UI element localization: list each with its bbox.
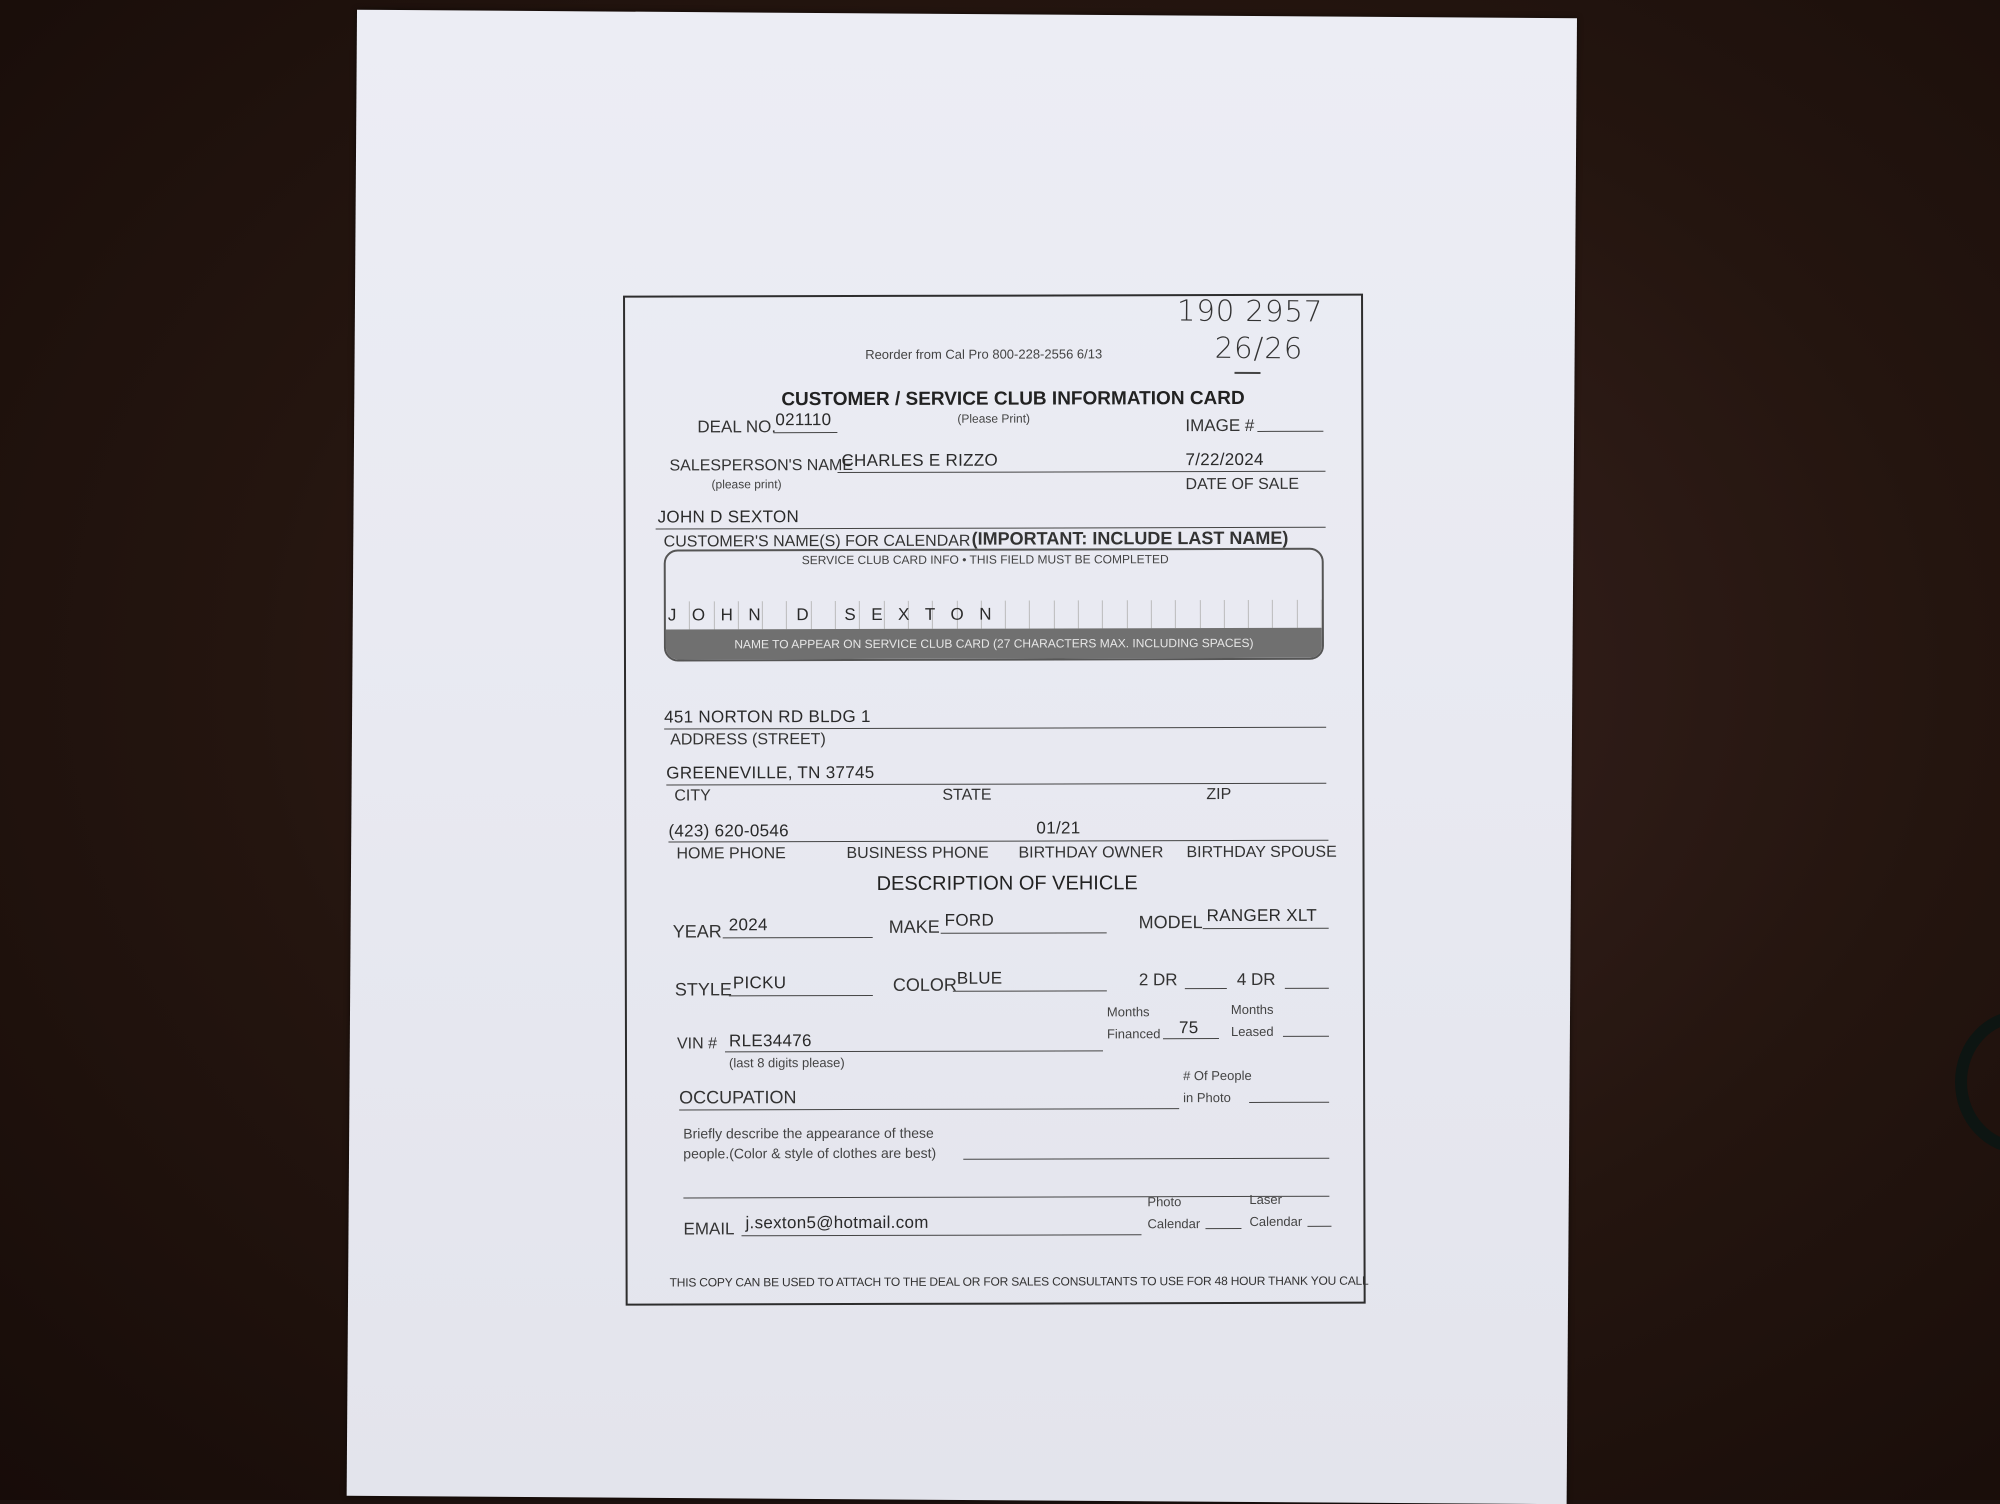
vin-value: RLE34476: [728, 1031, 812, 1051]
year-label: YEAR: [672, 921, 722, 942]
photo-calendar-label-bottom: Calendar: [1147, 1216, 1201, 1232]
months-financed-label-bottom: Financed: [1106, 1026, 1161, 1042]
style-value: PICKU: [732, 973, 787, 993]
reorder-note: Reorder from Cal Pro 800-228-2556 6/13: [865, 346, 1103, 362]
two-door-label: 2 DR: [1138, 970, 1178, 990]
deal-number-label: DEAL NO.: [697, 417, 777, 437]
service-club-name-box: [664, 548, 1324, 662]
birthday-owner-value: 01/21: [1036, 818, 1081, 838]
laser-calendar-label-top: Laser: [1249, 1191, 1282, 1207]
email-line: [741, 1234, 1141, 1236]
four-door-label: 4 DR: [1236, 969, 1276, 990]
months-financed-label-top: Months: [1106, 1004, 1150, 1020]
model-line: [1203, 928, 1329, 929]
handwritten-count: 26/26: [1214, 330, 1304, 366]
sale-date-label: DATE OF SALE: [1185, 475, 1300, 494]
salesperson-label: SALESPERSON'S NAME: [669, 457, 854, 475]
please-print-note: (Please Print): [957, 411, 1031, 426]
club-name-value: JOHN D SEXTON: [667, 604, 1007, 625]
home-phone-value: (423) 620-0546: [668, 821, 789, 841]
people-in-photo-line: [1249, 1102, 1329, 1103]
address-value: 451 NORTON RD BLDG 1: [664, 706, 871, 727]
city-label: CITY: [674, 787, 711, 805]
deal-number-line: [773, 432, 837, 433]
city-value: GREENEVILLE, TN 37745: [666, 762, 875, 783]
two-door-line: [1185, 988, 1227, 989]
salesperson-line: [837, 471, 1325, 473]
describe-line2: [683, 1196, 1329, 1199]
people-in-photo-label-top: # Of People: [1183, 1067, 1252, 1084]
vin-line: [725, 1050, 1103, 1052]
year-value: 2024: [728, 915, 768, 935]
email-value: j.sexton5@hotmail.com: [745, 1212, 929, 1233]
style-line: [729, 995, 873, 996]
paper-sheet: [347, 10, 1577, 1504]
vehicle-heading: DESCRIPTION OF VEHICLE: [876, 872, 1138, 895]
laser-calendar-line: [1307, 1226, 1331, 1227]
salesperson-value: CHARLES E RIZZO: [841, 450, 999, 471]
card-title: CUSTOMER / SERVICE CLUB INFORMATION CARD: [781, 387, 1245, 411]
make-label: MAKE: [888, 916, 940, 937]
year-line: [723, 937, 873, 938]
color-label: COLOR: [892, 974, 957, 995]
model-label: MODEL: [1138, 912, 1203, 933]
occupation-line: [679, 1108, 1179, 1110]
calendar-important-note: (IMPORTANT: INCLUDE LAST NAME): [971, 527, 1289, 549]
make-value: FORD: [944, 910, 995, 930]
sale-date-value: 7/22/2024: [1185, 449, 1264, 470]
vin-sub-label: (last 8 digits please): [729, 1055, 845, 1071]
months-leased-label-bottom: Leased: [1230, 1023, 1274, 1040]
color-value: BLUE: [956, 968, 1003, 988]
model-value: RANGER XLT: [1206, 905, 1318, 926]
card-footer: THIS COPY CAN BE USED TO ATTACH TO THE DEAL OR FOR SALES CONSULTANTS TO USE FOR 48 HOUR THANK YOU CALL: [669, 1273, 1369, 1290]
occupation-label: OCCUPATION: [679, 1087, 797, 1108]
deal-number-value: 021110: [775, 410, 832, 430]
club-info-label: SERVICE CLUB CARD INFO • THIS FIELD MUST BE COMPLETED: [801, 552, 1169, 568]
photo-calendar-label-top: Photo: [1147, 1194, 1182, 1210]
months-leased-line: [1283, 1036, 1329, 1037]
home-phone-label: HOME PHONE: [676, 845, 786, 863]
service-club-card: [623, 294, 1369, 1306]
describe-line1: [963, 1158, 1329, 1160]
laser-calendar-label-bottom: Calendar: [1249, 1213, 1303, 1229]
address-label: ADDRESS (STREET): [670, 731, 826, 749]
birthday-owner-label: BIRTHDAY OWNER: [1018, 844, 1164, 862]
people-in-photo-label-bottom: in Photo: [1183, 1090, 1231, 1106]
image-number-line: [1257, 431, 1323, 432]
color-line: [953, 990, 1107, 991]
photo-calendar-line: [1205, 1228, 1241, 1229]
vin-label: VIN #: [676, 1035, 718, 1053]
birthday-spouse-label: BIRTHDAY SPOUSE: [1186, 843, 1337, 862]
club-name-band: NAME TO APPEAR ON SERVICE CLUB CARD (27 CHARACTERS MAX. INCLUDING SPACES): [666, 628, 1322, 660]
handwritten-number: 190 2957: [1176, 293, 1324, 329]
four-door-line: [1285, 988, 1329, 989]
make-line: [941, 932, 1107, 933]
business-phone-label: BUSINESS PHONE: [846, 844, 989, 863]
calendar-name-value: JOHN D SEXTON: [657, 507, 800, 527]
months-financed-value: 75: [1178, 1018, 1199, 1038]
style-label: STYLE: [674, 979, 732, 1000]
describe-label-line1: Briefly describe the appearance of these: [683, 1124, 934, 1142]
months-financed-line: [1163, 1038, 1219, 1039]
salesperson-sub-label: (please print): [711, 477, 782, 492]
email-label: EMAIL: [683, 1219, 735, 1239]
months-leased-label-top: Months: [1230, 1001, 1274, 1018]
image-number-label: IMAGE #: [1185, 415, 1255, 436]
state-label: STATE: [942, 786, 992, 804]
zip-label: ZIP: [1206, 786, 1232, 804]
calendar-name-label: CUSTOMER'S NAME(S) FOR CALENDAR: [663, 532, 971, 551]
describe-label-line2: people.(Color & style of clothes are best): [683, 1144, 937, 1162]
